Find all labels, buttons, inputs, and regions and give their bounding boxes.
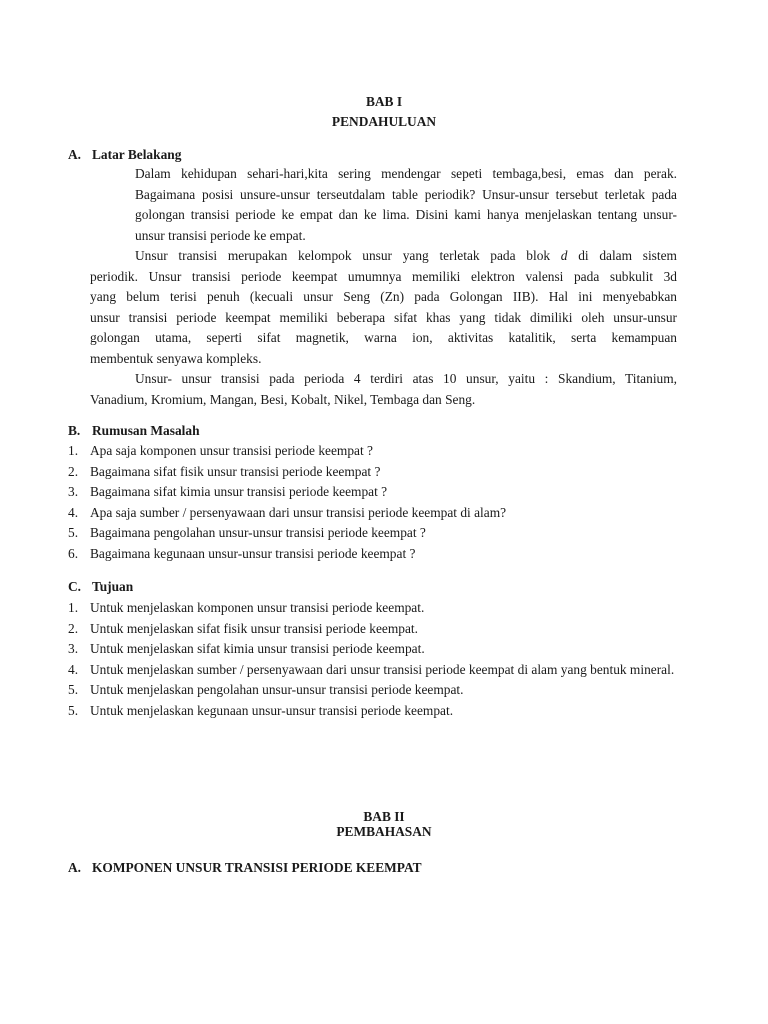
section-letter: B.: [68, 423, 81, 438]
list-item: [68, 639, 677, 660]
text-line: membentuk senyawa kompleks.: [90, 350, 262, 366]
list-number: 4.: [68, 504, 79, 520]
section-a-heading: [68, 145, 181, 166]
list-number: 2.: [68, 463, 79, 479]
section-title: Rumusan Masalah: [92, 423, 200, 438]
list-number: 3.: [68, 641, 79, 656]
list-item: [68, 544, 677, 565]
list-text: Untuk menjelaskan sumber / persenyawaan dari unsur transisi periode keempat di alam yang bentuk mineral.: [90, 661, 675, 677]
section-letter: A.: [68, 860, 82, 875]
list-number: 3.: [68, 484, 79, 499]
section-b-heading: [68, 421, 200, 442]
text-line: Bagaimana posisi unsure-unsur terseutdalam table periodik? Unsur-unsur tersebut terletak pada: [135, 186, 677, 202]
chapter-subtitle: PENDAHULUAN: [331, 114, 437, 129]
text-fragment: Unsur transisi merupakan kelompok unsur yang terletak pada blok: [135, 248, 551, 263]
list-item: [68, 441, 677, 462]
latar-belakang-body: [90, 164, 677, 410]
italic-d: d: [560, 248, 568, 263]
list-text: Untuk menjelaskan pengolahan unsur-unsur transisi periode keempat.: [90, 682, 464, 697]
list-number: 5.: [68, 525, 79, 540]
list-item: [68, 619, 677, 640]
list-text: Bagaimana sifat fisik unsur transisi periode keempat ?: [90, 463, 381, 479]
list-number: 2.: [68, 620, 79, 636]
chapter-2-title: BAB II: [363, 809, 405, 824]
list-text: Bagaimana kegunaan unsur-unsur transisi periode keempat ?: [90, 545, 416, 561]
paragraph-2: [90, 246, 677, 369]
list-text: Apa saja komponen unsur transisi periode keempat ?: [90, 443, 373, 458]
section-letter: C.: [68, 579, 82, 594]
text-line: unsur transisi periode keempat memiliki beberapa sifat khas yang tidak dimiliki oleh unsur-unsur: [90, 309, 677, 325]
text-line: Dalam kehidupan sehari-hari,kita sering mendengar sepeti tembaga,besi, emas dan perak.: [135, 166, 677, 181]
paragraph-3: [90, 369, 677, 410]
list-number: 4.: [68, 661, 79, 677]
chapter-2-subtitle: PEMBAHASAN: [336, 824, 432, 839]
list-number: 1.: [68, 443, 79, 458]
list-item: [68, 462, 677, 483]
paragraph-1: [90, 164, 677, 246]
list-text: Untuk menjelaskan sifat kimia unsur transisi periode keempat.: [90, 641, 425, 656]
list-item: [68, 660, 677, 681]
list-text: Apa saja sumber / persenyawaan dari unsur transisi periode keempat di alam?: [90, 504, 507, 520]
text-line: [90, 246, 677, 267]
text-line: Vanadium, Kromium, Mangan, Besi, Kobalt, Nikel, Tembaga dan Seng.: [90, 391, 476, 407]
section-title: KOMPONEN UNSUR TRANSISI PERIODE KEEMPAT: [92, 860, 422, 875]
list-text: Bagaimana pengolahan unsur-unsur transisi periode keempat ?: [90, 525, 426, 540]
list-number: 6.: [68, 545, 79, 561]
list-text: Bagaimana sifat kimia unsur transisi periode keempat ?: [90, 484, 388, 499]
text-line: Unsur- unsur transisi pada perioda 4 terdiri atas 10 unsur, yaitu : Skandium, Titanium,: [135, 371, 677, 386]
list-item: [68, 701, 677, 722]
text-line: unsur transisi periode ke empat.: [135, 227, 306, 243]
rumusan-masalah-list: [68, 441, 677, 564]
list-text: Untuk menjelaskan sifat fisik unsur transisi periode keempat.: [90, 620, 418, 636]
text-line: periodik. Unsur transisi periode keempat umumnya memiliki elektron valensi pada subkulit 3d: [90, 268, 677, 284]
list-item: [68, 598, 677, 619]
list-item: [68, 482, 677, 503]
list-item: [68, 523, 677, 544]
list-number: 5.: [68, 702, 79, 718]
list-number: 1.: [68, 600, 79, 615]
text-line: golongan utama, seperti sifat magnetik, warna ion, aktivitas katalitik, serta kemampuan: [90, 330, 677, 345]
list-text: Untuk menjelaskan kegunaan unsur-unsur transisi periode keempat.: [90, 702, 454, 718]
list-item: [68, 680, 677, 701]
list-text: Untuk menjelaskan komponen unsur transisi periode keempat.: [90, 600, 425, 615]
list-number: 5.: [68, 682, 79, 697]
tujuan-list: [68, 598, 677, 721]
text-line: golongan transisi periode ke empat dan ke lima. Disini kami hanya menjelaskan tentang unsur-: [135, 207, 677, 222]
section-title: Latar Belakang: [92, 147, 182, 162]
bab2-section-a-heading: [68, 858, 422, 879]
list-item: [68, 503, 677, 524]
section-letter: A.: [68, 147, 82, 162]
section-title: Tujuan: [92, 579, 134, 594]
text-fragment: di dalam sistem: [578, 248, 677, 263]
text-line: yang belum terisi penuh (kecuali unsur Seng (Zn) pada Golongan IIB). Hal ini menyebabkan: [90, 289, 677, 304]
chapter-title: BAB I: [365, 94, 403, 109]
section-c-heading: [68, 577, 133, 598]
